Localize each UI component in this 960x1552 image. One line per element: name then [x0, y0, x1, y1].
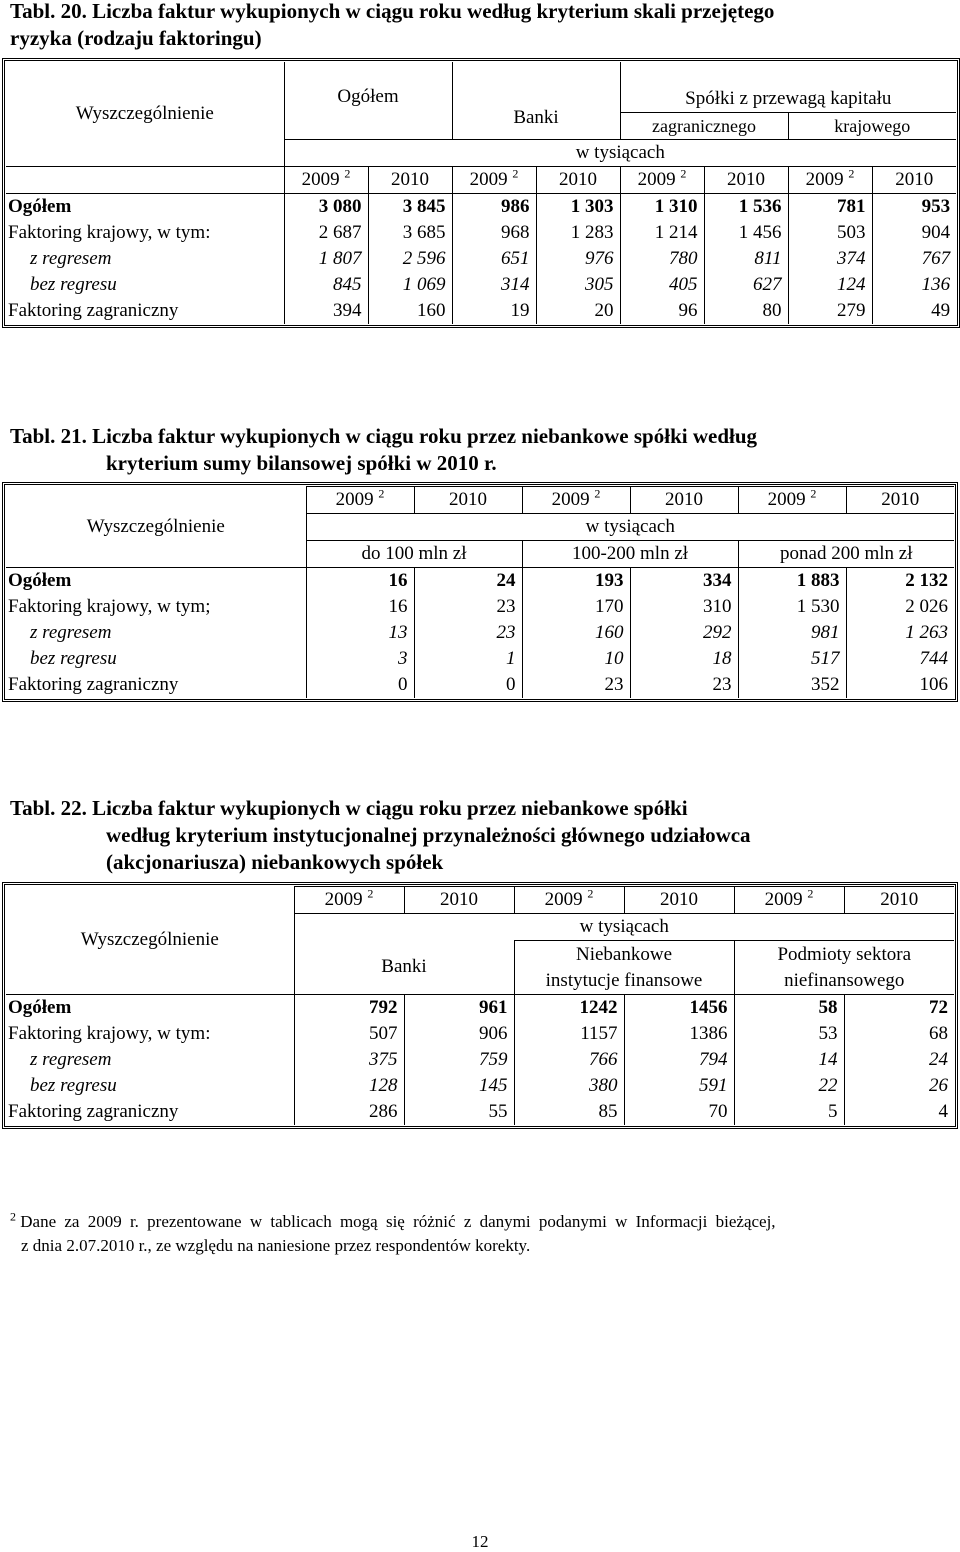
t21-group-3: ponad 200 mln zł	[738, 541, 954, 568]
t21-cell: 0	[414, 672, 522, 698]
t22-row-label: Ogółem	[8, 997, 72, 1018]
t20-year-7: 2009 $^2$	[788, 167, 872, 194]
t20-cell: 1 807	[284, 246, 368, 272]
t20-col-label: Wyszczególnienie	[6, 62, 284, 167]
t22-cell: 961	[404, 995, 514, 1022]
t21-col-label: Wyszczególnienie	[6, 487, 306, 568]
t20-cell: 953	[872, 194, 956, 221]
t20-cell: 781	[788, 194, 872, 221]
t20-year-3: 2009 $^2$	[452, 167, 536, 194]
t22-cell: 759	[404, 1047, 514, 1073]
t22-row	[6, 1021, 954, 1047]
t22-cell: 1456	[624, 995, 734, 1022]
t20-header-banki: Banki	[452, 62, 620, 140]
t22-year-6: 2010	[844, 887, 954, 914]
t21-cell: 18	[630, 646, 738, 672]
t20-cell: 1 283	[536, 220, 620, 246]
t21-cell: 981	[738, 620, 846, 646]
t22-row-label: bez regresu	[30, 1075, 117, 1096]
t22-cell: 128	[294, 1073, 404, 1099]
t22-cell: 4	[844, 1099, 954, 1125]
t22-group-banki: Banki	[294, 941, 514, 995]
table-21-number: Tabl. 21.	[10, 424, 87, 448]
t20-cell: 405	[620, 272, 704, 298]
t21-cell: 23	[630, 672, 738, 698]
t20-years-label-cell	[6, 167, 284, 194]
t21-row-label: bez regresu	[30, 648, 117, 669]
t21-cell: 160	[522, 620, 630, 646]
t22-cell: 1386	[624, 1021, 734, 1047]
t20-row	[6, 272, 956, 298]
t22-row-label: Faktoring zagraniczny	[8, 1101, 179, 1122]
t22-cell: 5	[734, 1099, 844, 1125]
t20-year-6: 2010	[704, 167, 788, 194]
t22-cell: 507	[294, 1021, 404, 1047]
t21-cell: 23	[414, 594, 522, 620]
t20-year-8: 2010	[872, 167, 956, 194]
t22-year-4: 2010	[624, 887, 734, 914]
t22-cell: 375	[294, 1047, 404, 1073]
t21-cell: 0	[306, 672, 414, 698]
t20-cell: 279	[788, 298, 872, 324]
t20-cell: 96	[620, 298, 704, 324]
t22-cell: 380	[514, 1073, 624, 1099]
t20-cell: 2 596	[368, 246, 452, 272]
t21-year-5: 2009 $^2$	[738, 487, 846, 514]
t21-cell: 106	[846, 672, 954, 698]
t21-cell: 24	[414, 568, 522, 595]
footnote-mark: 2	[10, 1209, 16, 1224]
table-20	[6, 62, 956, 324]
t21-cell: 2 132	[846, 568, 954, 595]
t20-cell: 1 456	[704, 220, 788, 246]
t20-cell: 811	[704, 246, 788, 272]
table-21-caption	[10, 423, 950, 477]
t22-cell: 58	[734, 995, 844, 1022]
t20-cell: 1 069	[368, 272, 452, 298]
t21-cell: 13	[306, 620, 414, 646]
t21-cell: 3	[306, 646, 414, 672]
t20-cell: 627	[704, 272, 788, 298]
t21-cell: 292	[630, 620, 738, 646]
table-22-title-line2: według kryterium instytucjonalnej przynależności głównego udziałowca	[106, 823, 751, 847]
t22-group-psn-line1: Podmioty sektora	[777, 943, 912, 965]
t20-header-ogolem: Ogółem	[284, 62, 452, 140]
t20-cell: 845	[284, 272, 368, 298]
t20-cell: 1 303	[536, 194, 620, 221]
t20-header-krajowego: krajowego	[788, 113, 956, 140]
t22-cell: 794	[624, 1047, 734, 1073]
t20-cell: 374	[788, 246, 872, 272]
t21-cell: 23	[414, 620, 522, 646]
table-20-title-line2: ryzyka (rodzaju faktoringu)	[10, 26, 262, 50]
table-21-title-line1: Liczba faktur wykupionych w ciągu roku przez niebankowe spółki według	[92, 424, 758, 448]
t20-row-label: z regresem	[30, 248, 112, 269]
t22-cell: 22	[734, 1073, 844, 1099]
t22-unit: w tysiącach	[294, 914, 954, 941]
t20-cell: 651	[452, 246, 536, 272]
t22-cell: 766	[514, 1047, 624, 1073]
t22-group-nif-line2: instytucje finansowe	[545, 969, 703, 991]
t21-cell: 1 883	[738, 568, 846, 595]
table-20-title-line1: Liczba faktur wykupionych w ciągu roku według kryterium skali przejętego	[92, 0, 775, 23]
t22-cell: 72	[844, 995, 954, 1022]
t22-cell: 1157	[514, 1021, 624, 1047]
t21-row-label: z regresem	[30, 622, 112, 643]
t21-year-4: 2010	[630, 487, 738, 514]
t21-group-1: do 100 mln zł	[306, 541, 522, 568]
t21-cell: 1 263	[846, 620, 954, 646]
t20-cell: 780	[620, 246, 704, 272]
t20-cell: 124	[788, 272, 872, 298]
t21-year-2: 2010	[414, 487, 522, 514]
t21-cell: 744	[846, 646, 954, 672]
t21-year-1: 2009 $^2$	[306, 487, 414, 514]
t22-cell: 906	[404, 1021, 514, 1047]
t20-cell: 80	[704, 298, 788, 324]
t20-cell: 160	[368, 298, 452, 324]
t21-year-6: 2010	[846, 487, 954, 514]
t20-cell: 1 214	[620, 220, 704, 246]
t20-cell: 3 845	[368, 194, 452, 221]
t22-cell: 68	[844, 1021, 954, 1047]
t22-group-nif	[514, 941, 734, 995]
table-20-caption	[10, 0, 950, 52]
t20-cell: 49	[872, 298, 956, 324]
t21-row	[6, 594, 954, 620]
t20-year-4: 2010	[536, 167, 620, 194]
t22-year-5: 2009 $^2$	[734, 887, 844, 914]
t20-row-label: Faktoring zagraniczny	[8, 300, 179, 321]
t22-cell: 85	[514, 1099, 624, 1125]
t22-cell: 26	[844, 1073, 954, 1099]
t21-row	[6, 646, 954, 672]
t21-row-label: Ogółem	[8, 570, 72, 591]
t21-row-label: Faktoring zagraniczny	[8, 674, 179, 695]
t22-cell: 792	[294, 995, 404, 1022]
t20-row	[6, 194, 956, 221]
t21-cell: 10	[522, 646, 630, 672]
footnote	[10, 1210, 940, 1258]
table-22	[6, 886, 954, 1125]
t20-cell: 314	[452, 272, 536, 298]
t22-cell: 145	[404, 1073, 514, 1099]
t22-group-psn	[734, 941, 954, 995]
t20-unit: w tysiącach	[284, 140, 956, 167]
t21-row	[6, 672, 954, 698]
t20-cell: 394	[284, 298, 368, 324]
table-21-title-line2: kryterium sumy bilansowej spółki w 2010 r.	[106, 451, 497, 475]
t20-cell: 20	[536, 298, 620, 324]
t20-cell: 19	[452, 298, 536, 324]
t21-row-label: Faktoring krajowy, w tym;	[8, 596, 211, 617]
t22-cell: 1242	[514, 995, 624, 1022]
t21-cell: 193	[522, 568, 630, 595]
t21-cell: 16	[306, 594, 414, 620]
t22-row	[6, 995, 954, 1022]
t20-row	[6, 246, 956, 272]
t22-row-label: Faktoring krajowy, w tym:	[8, 1023, 211, 1044]
t20-cell: 976	[536, 246, 620, 272]
t20-cell: 2 687	[284, 220, 368, 246]
t21-cell: 334	[630, 568, 738, 595]
t22-row	[6, 1073, 954, 1099]
t22-row-label: z regresem	[30, 1049, 112, 1070]
t20-cell: 136	[872, 272, 956, 298]
t21-cell: 170	[522, 594, 630, 620]
t21-row	[6, 620, 954, 646]
t21-cell: 352	[738, 672, 846, 698]
footnote-line2: z dnia 2.07.2010 r., ze względu na naniesione przez respondentów korekty.	[21, 1236, 531, 1255]
t20-year-1: 2009 $^2$	[284, 167, 368, 194]
t22-cell: 55	[404, 1099, 514, 1125]
t22-cell: 14	[734, 1047, 844, 1073]
t21-cell: 1 530	[738, 594, 846, 620]
t22-row	[6, 1047, 954, 1073]
t21-cell: 310	[630, 594, 738, 620]
t20-row	[6, 220, 956, 246]
t21-unit: w tysiącach	[306, 514, 954, 541]
t22-col-label: Wyszczególnienie	[6, 887, 294, 995]
t22-cell: 70	[624, 1099, 734, 1125]
t21-cell: 1	[414, 646, 522, 672]
t20-cell: 1 310	[620, 194, 704, 221]
t21-cell: 23	[522, 672, 630, 698]
table-22-number: Tabl. 22.	[10, 796, 87, 820]
t20-row-label: Ogółem	[8, 196, 72, 217]
t20-cell: 1 536	[704, 194, 788, 221]
t20-cell: 986	[452, 194, 536, 221]
t21-group-2: 100-200 mln zł	[522, 541, 738, 568]
t22-cell: 591	[624, 1073, 734, 1099]
t22-cell: 286	[294, 1099, 404, 1125]
t20-year-2: 2010	[368, 167, 452, 194]
t20-cell: 767	[872, 246, 956, 272]
t21-row	[6, 568, 954, 595]
t20-cell: 3 080	[284, 194, 368, 221]
t21-cell: 2 026	[846, 594, 954, 620]
t20-header-spolki: Spółki z przewagą kapitału	[620, 62, 956, 113]
table-22-title-line3: (akcjonariusza) niebankowych spółek	[106, 850, 444, 874]
t20-cell: 305	[536, 272, 620, 298]
t22-group-nif-line1: Niebankowe	[575, 943, 673, 965]
t22-row	[6, 1099, 954, 1125]
t21-cell: 517	[738, 646, 846, 672]
t22-year-2: 2010	[404, 887, 514, 914]
table-22-title-line1: Liczba faktur wykupionych w ciągu roku przez niebankowe spółki	[92, 796, 688, 820]
t20-year-5: 2009 $^2$	[620, 167, 704, 194]
t22-cell: 53	[734, 1021, 844, 1047]
t21-year-3: 2009 $^2$	[522, 487, 630, 514]
table-20-number: Tabl. 20.	[10, 0, 87, 23]
t22-year-1: 2009 $^2$	[294, 887, 404, 914]
table-22-caption	[10, 795, 950, 876]
t22-group-psn-line2: niefinansowego	[784, 969, 905, 991]
t20-header-zagranicznego: zagranicznego	[620, 113, 788, 140]
t20-row-label: bez regresu	[30, 274, 117, 295]
t20-cell: 503	[788, 220, 872, 246]
t20-cell: 968	[452, 220, 536, 246]
table-21	[6, 486, 954, 698]
t22-cell: 24	[844, 1047, 954, 1073]
footnote-line1: Dane za 2009 r. prezentowane w tablicach mogą się różnić z danymi podanymi w Informacji bieżącej,	[20, 1212, 776, 1231]
t20-row	[6, 298, 956, 324]
t22-year-3: 2009 $^2$	[514, 887, 624, 914]
t20-row-label: Faktoring krajowy, w tym:	[8, 222, 211, 243]
t20-cell: 3 685	[368, 220, 452, 246]
t20-cell: 904	[872, 220, 956, 246]
page-number: 12	[471, 1532, 489, 1551]
t21-cell: 16	[306, 568, 414, 595]
